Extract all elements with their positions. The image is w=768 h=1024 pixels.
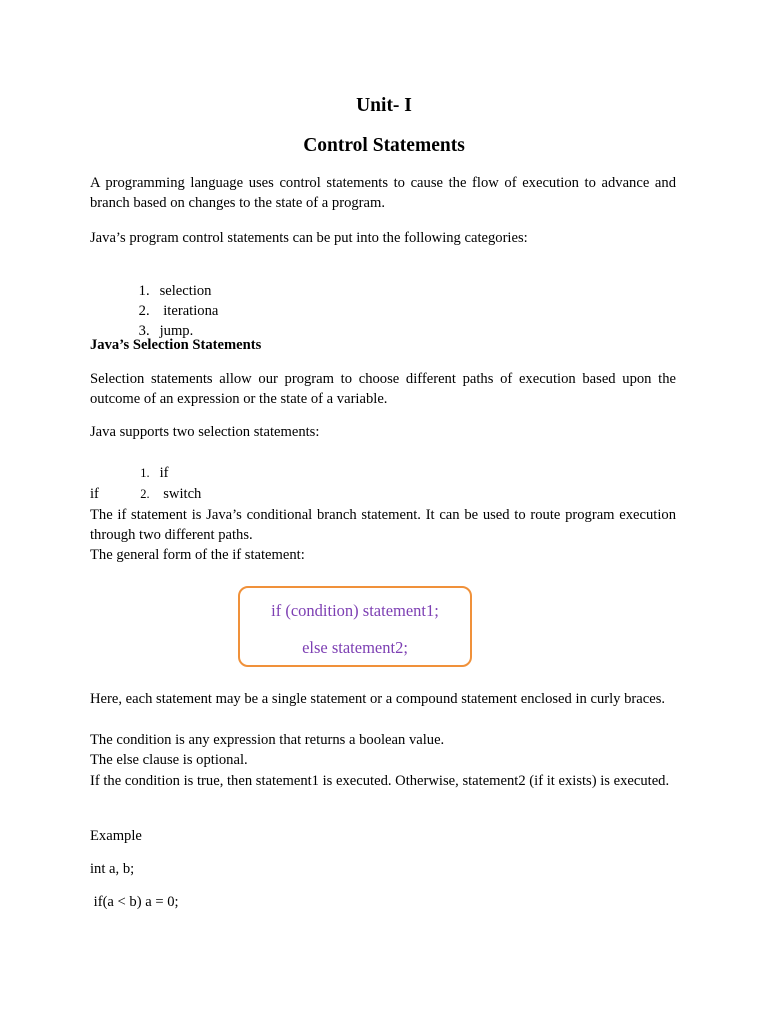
list-text: selection: [159, 283, 212, 299]
list-text: jump.: [159, 323, 194, 339]
code-line: else statement2;: [302, 638, 408, 657]
code-line: if (condition) statement1;: [271, 601, 439, 620]
explanation-paragraph: If the condition is true, then statement1 is executed. Otherwise, statement2 (if it exists) is executed.: [90, 773, 670, 789]
selection-paragraph: Selection statements allow our program to choose different paths of execution based upon the outcome of an expression or the state of a variable.: [90, 371, 676, 407]
explanation-paragraph: Here, each statement may be a single statement or a compound statement enclosed in curly braces.: [90, 691, 666, 707]
list-number: 1.: [138, 283, 150, 299]
code-box: [238, 586, 472, 667]
selection-heading: Java’s Selection Statements: [90, 337, 262, 353]
section-title: Control Statements: [303, 135, 465, 156]
list-number: 1.: [140, 466, 150, 480]
explanation-line: The else clause is optional.: [90, 752, 248, 768]
intro-paragraph: A programming language uses control statements to cause the flow of execution to advance and branch based on changes to the state of a program.: [90, 175, 676, 211]
if-label: if: [90, 486, 99, 502]
list-text: switch: [159, 486, 202, 502]
example-code-line: if(a < b) a = 0;: [90, 894, 179, 910]
example-label: Example: [90, 828, 142, 844]
categories-intro: Java’s program control statements can be put into the following categories:: [90, 230, 528, 246]
list-text: iterationa: [159, 303, 219, 319]
list-number: 3.: [138, 323, 150, 339]
selection-support-text: Java supports two selection statements:: [90, 424, 320, 440]
list-text: if: [159, 465, 169, 481]
list-number: 2.: [140, 487, 150, 501]
explanation-line: The condition is any expression that returns a boolean value.: [90, 732, 445, 748]
list-number: 2.: [138, 303, 150, 319]
example-code-line: int a, b;: [90, 861, 135, 877]
general-form-text: The general form of the if statement:: [90, 547, 305, 563]
unit-title: Unit- I: [356, 95, 412, 116]
if-description: The if statement is Java’s conditional branch statement. It can be used to route program execution through two different paths.: [90, 507, 676, 543]
